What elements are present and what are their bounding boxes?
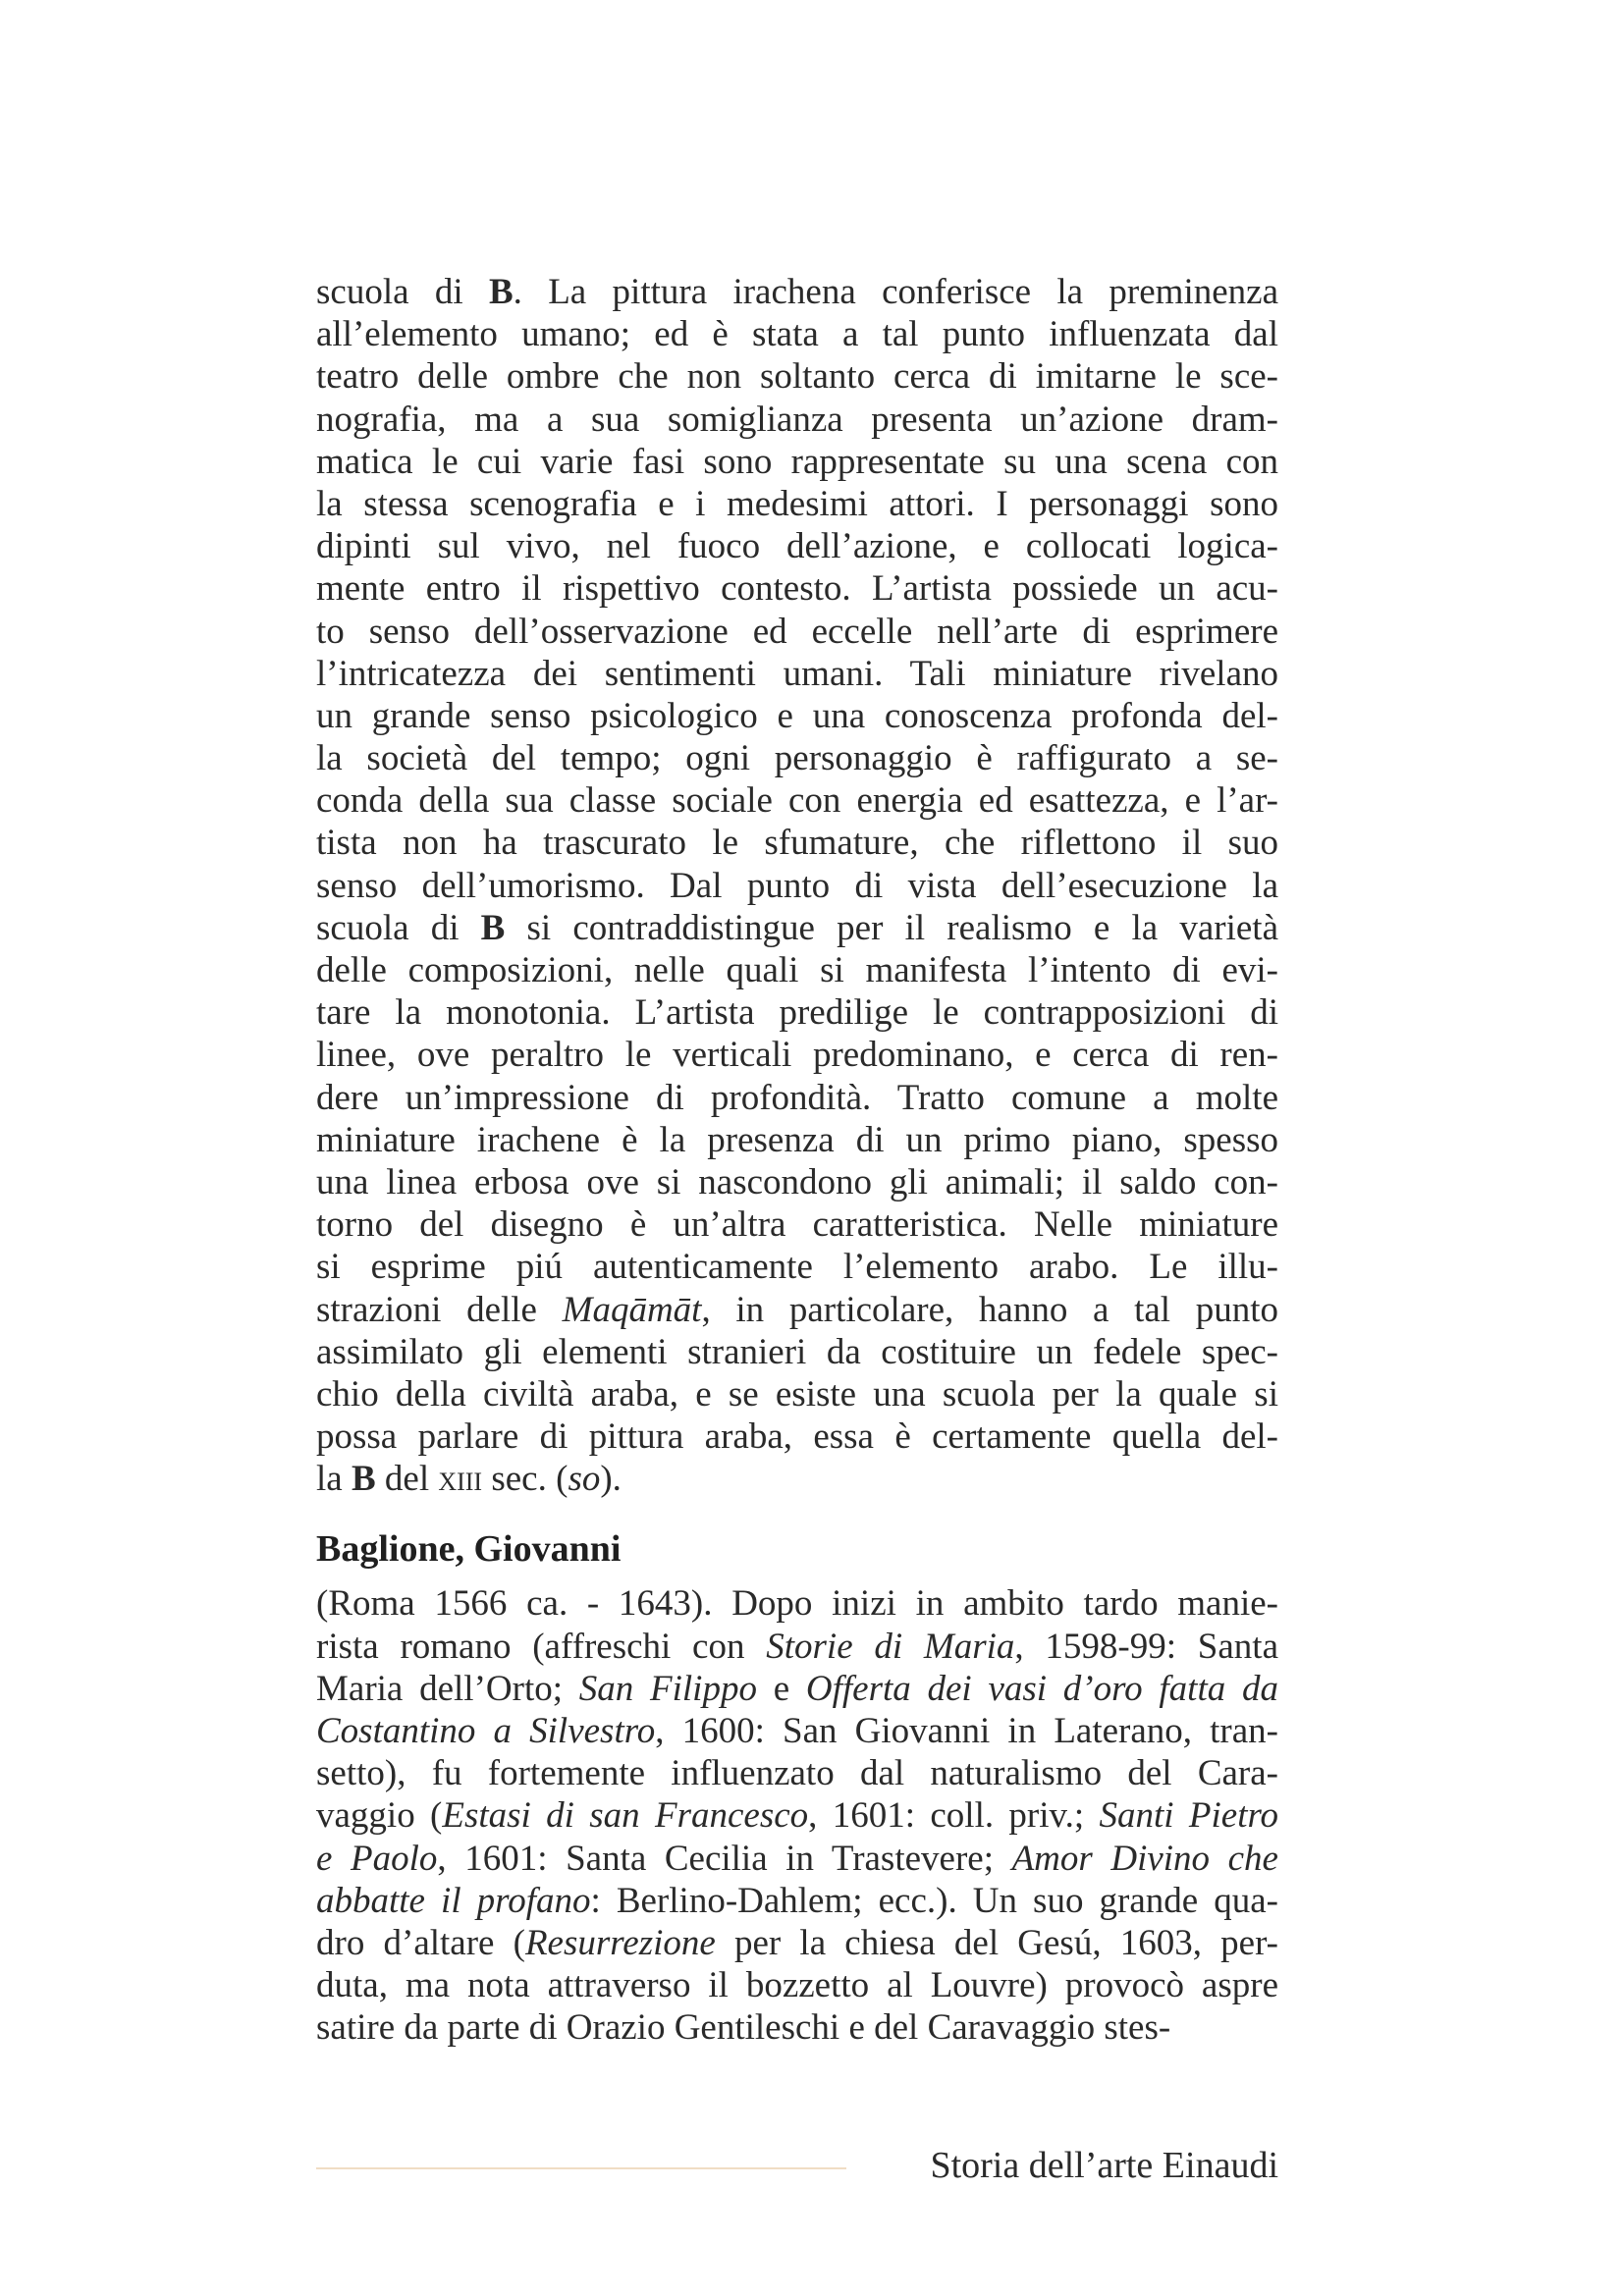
entry-text-line: Costantino a Silvestro, 1600: San Giovanni in Laterano, tran-	[316, 1711, 1278, 1751]
paragraph-text-line: una linea erbosa ove si nascondono gli animali; il saldo con-	[316, 1161, 1278, 1202]
paragraph-text-line: mente entro il rispettivo contesto. L’artista possiede un acu-	[316, 568, 1278, 610]
entry-heading: Baglione, Giovanni	[316, 1528, 622, 1571]
paragraph-text-line: un grande senso psicologico e una conoscenza profonda del-	[316, 695, 1278, 736]
page-body	[316, 271, 1278, 2050]
paragraph-text-line: torno del disegno è un’altra caratteristica. Nelle miniature	[316, 1204, 1278, 1246]
paragraph-text-line: all’elemento umano; ed è stata a tal punto influenzata dal	[316, 314, 1278, 355]
paragraph-text-line: teatro delle ombre che non soltanto cerca di imitarne le sce-	[316, 356, 1278, 398]
paragraph-text-line: linee, ove peraltro le verticali predominano, e cerca di ren-	[316, 1035, 1278, 1076]
paragraph-text-line: scuola di B si contraddistingue per il realismo e la varietà	[316, 907, 1278, 948]
paragraph-text-line: chio della civiltà araba, e se esiste una scuola per la quale si	[316, 1373, 1278, 1415]
paragraph-text-line: tare la monotonia. L’artista predilige le contrapposizioni di	[316, 992, 1278, 1034]
paragraph-text-line: dipinti sul vivo, nel fuoco dell’azione, e collocati logica-	[316, 526, 1278, 567]
paragraph-text-line: senso dell’umorismo. Dal punto di vista dell’esecuzione la	[316, 865, 1278, 906]
entry-text-line: dro d’altare (Resurrezione per la chiesa del Gesú, 1603, per-	[316, 1922, 1278, 1963]
entry-text-line: Maria dell’Orto; San Filippo e Offerta dei vasi d’oro fatta da	[316, 1668, 1278, 1709]
entry-text-line: rista romano (affreschi con Storie di Maria, 1598-99: Santa	[316, 1626, 1278, 1667]
entry-text-line: vaggio (Estasi di san Francesco, 1601: coll. priv.; Santi Pietro	[316, 1795, 1279, 1837]
paragraph-text-line: possa parlare di pittura araba, essa è certamente quella del-	[316, 1416, 1278, 1458]
paragraph-baglione	[316, 1582, 1278, 2049]
paragraph-text-line: la stessa scenografia e i medesimi attori. I personaggi sono	[316, 483, 1278, 524]
paragraph-text-line: miniature irachene è la presenza di un primo piano, spesso	[316, 1119, 1278, 1160]
entry-text-line: setto), fu fortemente influenzato dal naturalismo del Cara-	[316, 1753, 1278, 1794]
entry-text-line: satire da parte di Orazio Gentileschi e del Caravaggio stes-	[316, 2007, 1171, 2049]
paragraph-text-line: l’intricatezza dei sentimenti umani. Tali miniature rivelano	[316, 653, 1278, 694]
footer-rule	[316, 2167, 846, 2169]
paragraph-text-line: strazioni delle Maqāmāt, in particolare, hanno a tal punto	[316, 1289, 1278, 1330]
entry-text-line: (Roma 1566 ca. - 1643). Dopo inizi in ambito tardo manie-	[316, 1583, 1278, 1625]
paragraph-text-line: dere un’impressione di profondità. Tratto comune a molte	[316, 1077, 1278, 1118]
paragraph-text-line: nografia, ma a sua somiglianza presenta un’azione dram-	[316, 399, 1278, 440]
paragraph-text-line: la società del tempo; ogni personaggio è raffigurato a se-	[316, 738, 1278, 779]
entry-text-line: e Paolo, 1601: Santa Cecilia in Trastevere; Amor Divino che	[316, 1838, 1278, 1879]
paragraph-text-line: scuola di B. La pittura irachena conferisce la preminenza	[316, 272, 1278, 312]
paragraph-text-line: la B del xiii sec. (so).	[316, 1459, 622, 1500]
paragraph-scuola-di-b	[316, 271, 1278, 1500]
paragraph-text-line: matica le cui varie fasi sono rappresentate su una scena con	[316, 441, 1278, 482]
footer-title: Storia dell’arte Einaudi	[930, 2145, 1278, 2186]
paragraph-text-line: tista non ha trascurato le sfumature, che riflettono il suo	[316, 823, 1278, 864]
paragraph-text-line: to senso dell’osservazione ed eccelle nell’arte di esprimere	[316, 611, 1278, 652]
paragraph-text-line: assimilato gli elementi stranieri da costituire un fedele spec-	[316, 1331, 1278, 1372]
paragraph-text-line: si esprime piú autenticamente l’elemento arabo. Le illu-	[316, 1247, 1278, 1288]
paragraph-text-line: conda della sua classe sociale con energia ed esattezza, e l’ar-	[316, 780, 1278, 822]
entry-text-line: abbatte il profano: Berlino-Dahlem; ecc.). Un suo grande qua-	[316, 1880, 1278, 1921]
entry-text-line: duta, ma nota attraverso il bozzetto al Louvre) provocò aspre	[316, 1965, 1278, 2006]
paragraph-text-line: delle composizioni, nelle quali si manifesta l’intento di evi-	[316, 950, 1278, 990]
